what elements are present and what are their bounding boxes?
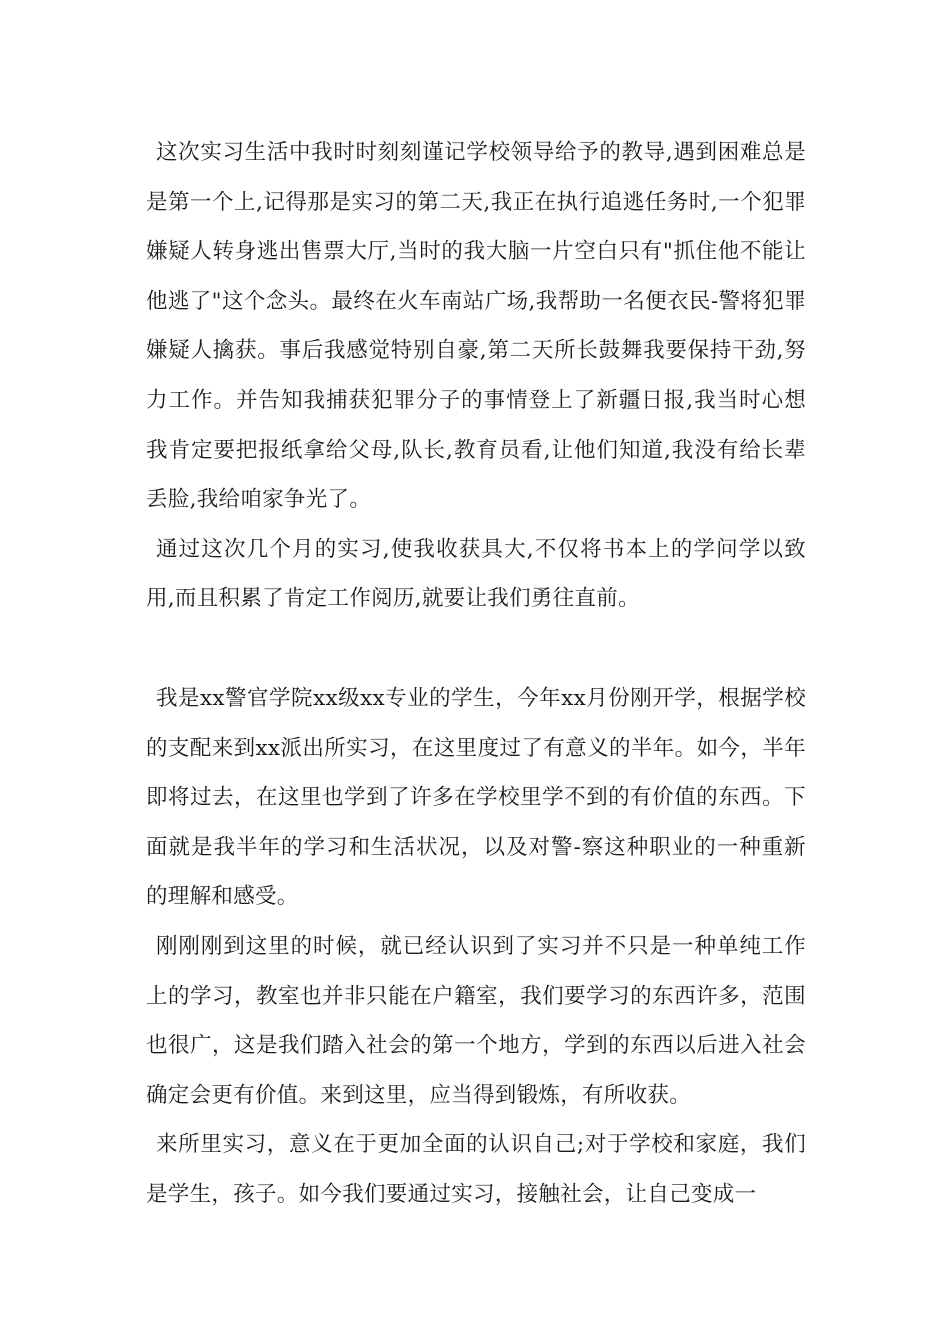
section-gap [146, 624, 806, 674]
paragraph-2: 通过这次几个月的实习,使我收获具大,不仅将书本上的学问学以致用,而且积累了肯定工作阅历,就要让我们勇往直前。 [146, 536, 806, 612]
paragraph-1: 这次实习生活中我时时刻刻谨记学校领导给予的教导,遇到困难总是是第一个上,记得那是实习的第二天,我正在执行追逃任务时,一个犯罪嫌疑人转身逃出售票大厅,当时的我大脑一片空白只有"抓住他不能让他逃了"这个念头。最终在火车南站广场,我帮助一名便衣民-警将犯罪嫌疑人擒获。事后我感觉特别自豪,第二天所长鼓舞我要保持干劲,努力工作。并告知我捕获犯罪分子的事情登上了新疆日报,我当时心想我肯定要把报纸拿给父母,队长,教育员看,让他们知道,我没有给长辈丢脸,我给咱家争光了。 [146, 140, 806, 513]
paragraph-5: 来所里实习，意义在于更加全面的认识自己;对于学校和家庭，我们是学生，孩子。如今我们要通过实习，接触社会，让自己变成一 [146, 1132, 806, 1207]
document-body [146, 128, 806, 1219]
paragraph-4: 刚刚刚到这里的时候，就已经认识到了实习并不只是一种单纯工作上的学习，教室也并非只能在户籍室，我们要学习的东西许多，范围也很广，这是我们踏入社会的第一个地方，学到的东西以后进入社会确定会更有价值。来到这里，应当得到锻炼，有所收获。 [146, 933, 806, 1108]
paragraph-3: 我是xx警官学院xx级xx专业的学生，今年xx月份刚开学，根据学校的支配来到xx派出所实习，在这里度过了有意义的半年。如今，半年即将过去，在这里也学到了许多在学校里学不到的有价值的东西。下面就是我半年的学习和生活状况，以及对警-察这种职业的一种重新的理解和感受。 [146, 685, 806, 910]
